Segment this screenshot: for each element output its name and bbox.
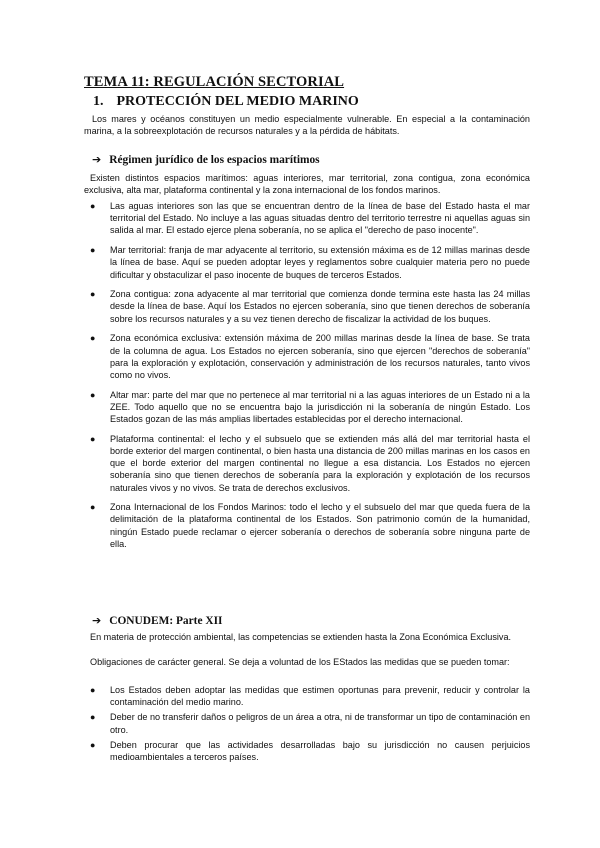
bullet-icon: ● (90, 712, 96, 723)
bullet-icon: ● (90, 289, 96, 300)
list-item-text: Zona económica exclusiva: extensión máxima de 200 millas marinas desde la línea de base. Se trata de la columna de agua. Los Estados no ejercen soberanía, sino que ejercen "derechos de soberanía" para la exploración y explotación, conservación y administración de los recursos naturales, tanto vivos como no vivos. (110, 333, 530, 380)
section-number: 1. (93, 94, 104, 109)
list-item (84, 244, 530, 281)
list-item (84, 739, 530, 763)
list-item-text: Altar mar: parte del mar que no pertenece al mar territorial ni a las aguas interiores de un Estado ni a la ZEE. Todo aquello que no se encuentra bajo la jurisdicción ni la soberanía de ningún Estado. Los Estados gozan de las más amplias libertades establecidas por el derecho internacional. (110, 389, 530, 425)
list-item-text: Deben procurar que las actividades desarrolladas bajo su jurisdicción no causen perjuicios medioambientales a terceros países. (110, 739, 530, 763)
maritime-spaces-list (84, 200, 530, 558)
list-item-text: Plataforma continental: el lecho y el subsuelo que se extienden más allá del mar territorial hasta el borde exterior del margen continental, o bien hasta una distancia de 200 millas marinas en los casos en que el borde exterior del margen continental no llegue a esa distancia. Los Estados no ejercen soberanía sino que tienen derechos de soberanía para la exploración y explotación de los recursos naturales vivos y no vivos. Se trata de derechos exclusivos. (110, 433, 530, 493)
arrow-right-icon: ➔ (92, 153, 102, 166)
section-title: PROTECCIÓN DEL MEDIO MARINO (116, 94, 359, 109)
list-item (84, 200, 530, 237)
subsection-lead-paragraph: Existen distintos espacios marítimos: aguas interiores, mar territorial, zona contigua, zona económica exclusiva, alta mar, plataforma continental y la zona internacional de los fondos marinos. (84, 173, 530, 196)
bullet-icon: ● (90, 502, 96, 513)
arrow-right-icon: ➔ (92, 614, 102, 627)
list-item-text: Las aguas interiores son las que se encuentran dentro de la línea de base del Estado hasta el mar territorial del Estado. No incluye a las aguas situadas dentro del territorio terrestre ni aquellas aguas sin salida al mar. El estado ejerce plena soberanía, no se aplica el "derecho de paso inocente". (110, 201, 530, 236)
bullet-icon: ● (90, 389, 96, 400)
list-item-text: Los Estados deben adoptar las medidas que estimen oportunas para prevenir, reducir y controlar la contaminación del medio marino. (110, 685, 530, 708)
bullet-icon: ● (90, 433, 96, 444)
subsection-heading-conudem (92, 614, 222, 627)
bullet-icon: ● (90, 739, 96, 750)
section-heading (93, 94, 359, 110)
list-item (84, 288, 530, 325)
subsection-heading-regimen (92, 153, 320, 166)
list-item (84, 389, 530, 426)
list-item (84, 332, 530, 381)
list-item-text: Deber de no transferir daños o peligros de un área a otra, ni de transformar un tipo de contaminación en otro. (110, 712, 530, 735)
bullet-icon: ● (90, 201, 96, 211)
competencias-paragraph: En materia de protección ambiental, las competencias se extienden hasta la Zona Económica Exclusiva. (90, 632, 512, 642)
bullet-icon: ● (90, 333, 96, 344)
list-item (84, 433, 530, 494)
list-item-text: Zona contigua: zona adyacente al mar territorial que comienza donde termina este hasta las 24 millas desde la línea de base. Aquí los Estados no ejercen soberanía, sino que tienen derechos de soberanía sobre los recursos naturales y a su vez tienen derecho de fiscalizar la actividad de los buques. (110, 289, 530, 324)
list-item-text: Mar territorial: franja de mar adyacente al territorio, su extensión máxima es de 12 millas marinas desde la línea de base. Aquí se pueden adoptar leyes y reglamentos sobre cualquier materia pero no puede dificultar y obstaculizar el paso inocente de buques de terceros Estados. (110, 245, 530, 280)
list-item (84, 501, 530, 550)
obligaciones-paragraph: Obligaciones de carácter general. Se deja a voluntad de los EStados las medidas que se pueden tomar: (90, 657, 510, 667)
intro-paragraph: Los mares y océanos constituyen un medio especialmente vulnerable. En especial a la contaminación marina, a la sobreexplotación de recursos naturales y a la pérdida de hábitats. (84, 114, 530, 137)
bullet-icon: ● (90, 685, 96, 695)
bullet-icon: ● (90, 245, 96, 256)
list-item-text: Zona Internacional de los Fondos Marinos: todo el lecho y el subsuelo del mar que queda fuera de la delimitación de la plataforma continental de los Estados. Son patrimonio común de la humanidad, ningún Estado puede reclamar o ejercer soberanía o derechos de soberanía sobre ninguna parte de ella. (110, 502, 530, 549)
subsection-heading-text: Régimen jurídico de los espacios marítimos (109, 153, 320, 166)
obligations-list (84, 684, 530, 763)
list-item (84, 684, 530, 708)
list-item (84, 711, 530, 735)
document-title: TEMA 11: REGULACIÓN SECTORIAL (84, 74, 345, 90)
subsection-heading-text: CONUDEM: Parte XII (109, 614, 223, 627)
